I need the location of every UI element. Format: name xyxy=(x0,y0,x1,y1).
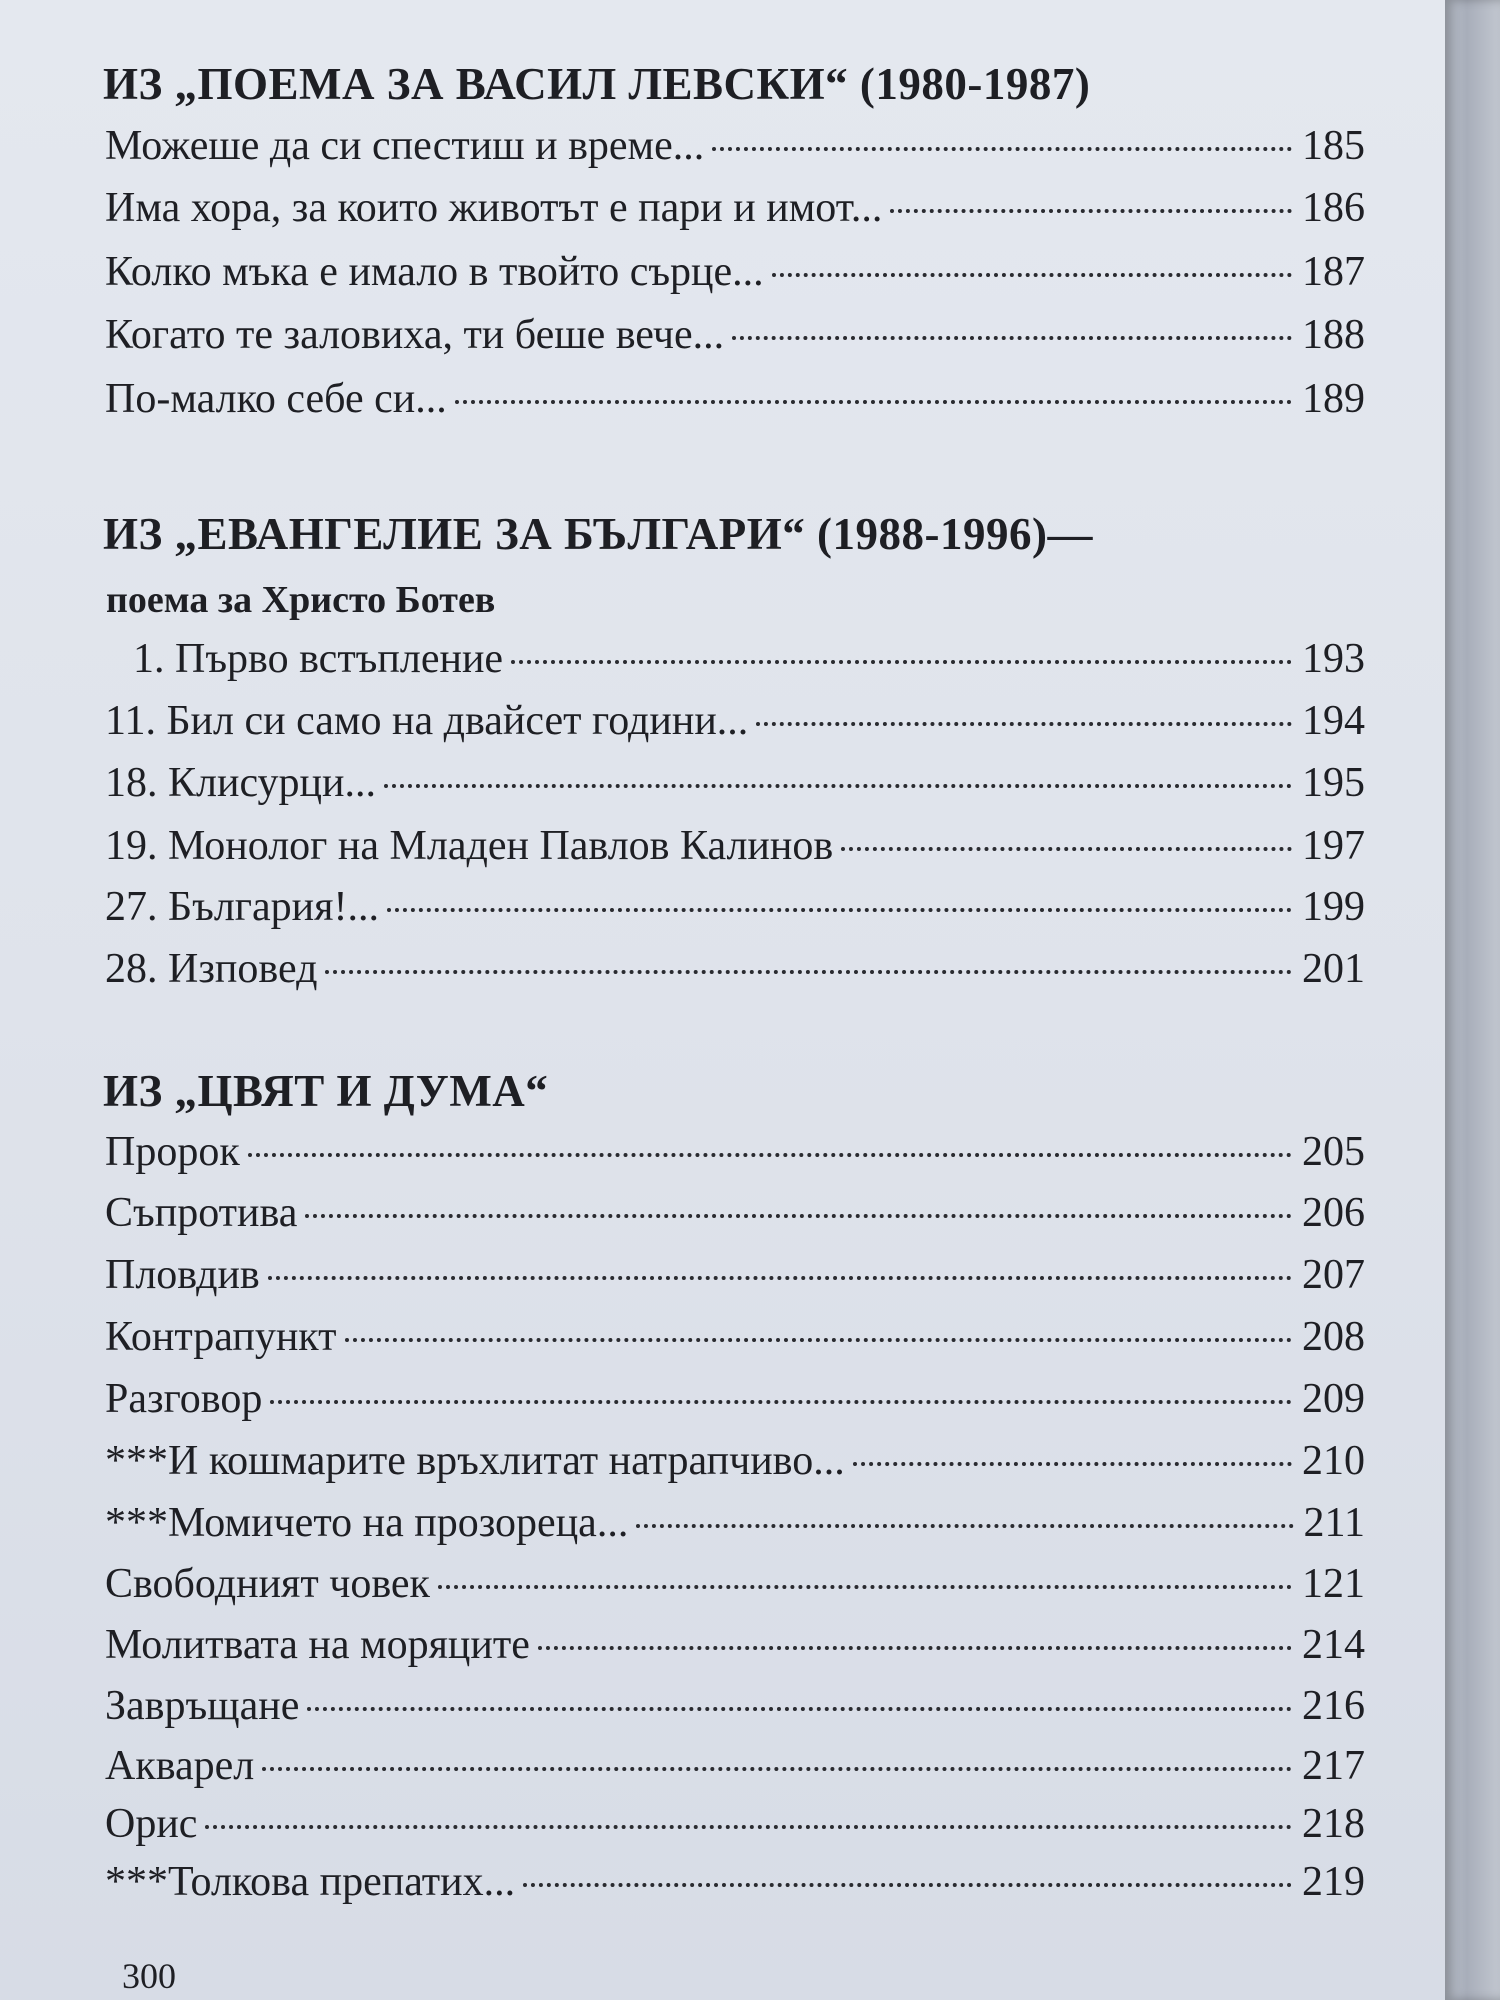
toc-entry xyxy=(105,248,1365,300)
dot-leader xyxy=(345,1338,1292,1342)
entry-title: Когато те заловиха, ти беше вече... xyxy=(105,312,725,358)
entry-page: 187 xyxy=(1302,249,1365,295)
toc-entry xyxy=(105,1437,1365,1489)
dot-leader xyxy=(325,970,1292,974)
entry-title: 18. Клисурци... xyxy=(105,760,376,806)
entry-title: 27. България!... xyxy=(105,884,379,930)
toc-entry xyxy=(105,122,1365,174)
toc-entry xyxy=(105,1499,1365,1551)
toc-entry xyxy=(105,1313,1365,1365)
page-number: 300 xyxy=(122,1956,176,1996)
entry-page: 188 xyxy=(1302,312,1365,358)
dot-leader xyxy=(712,147,1292,151)
entry-title: ***Толкова препатих... xyxy=(105,1859,516,1905)
entry-page: 207 xyxy=(1302,1252,1365,1298)
entry-page: 197 xyxy=(1302,823,1365,869)
toc-entry xyxy=(105,311,1365,363)
entry-title: Съпротива xyxy=(105,1190,298,1236)
entry-page: 205 xyxy=(1302,1129,1365,1175)
entry-title: 19. Монолог на Младен Павлов Калинов xyxy=(105,823,834,869)
entry-page: 121 xyxy=(1302,1561,1365,1607)
entry-page: 214 xyxy=(1302,1622,1365,1668)
entry-title: 28. Изповед xyxy=(105,946,318,992)
entry-title: Контрапункт xyxy=(105,1314,337,1360)
toc-entry xyxy=(105,1800,1365,1852)
dot-leader xyxy=(853,1462,1292,1466)
entry-title: 11. Бил си само на двайсет години... xyxy=(105,698,749,744)
dot-leader xyxy=(455,400,1292,404)
entry-page: 210 xyxy=(1302,1438,1365,1484)
entry-page: 185 xyxy=(1302,123,1365,169)
toc-entry xyxy=(105,184,1365,236)
entry-title: 1. Първо встъпление xyxy=(133,636,504,682)
toc-entry xyxy=(105,1251,1365,1303)
toc-entry xyxy=(105,1682,1365,1734)
entry-title: Свободният човек xyxy=(105,1561,430,1607)
dot-leader xyxy=(756,722,1292,726)
dot-leader xyxy=(270,1400,1292,1404)
toc-entry xyxy=(105,375,1365,427)
toc-entry xyxy=(105,1742,1365,1794)
toc-entry xyxy=(105,1560,1365,1612)
toc-entry xyxy=(105,822,1365,874)
section-subheading: поема за Христо Ботев xyxy=(106,579,496,621)
book-spine xyxy=(1445,0,1500,2000)
section-heading: ИЗ „ПОЕМА ЗА ВАСИЛ ЛЕВСКИ“ (1980-1987) xyxy=(103,59,1091,109)
dot-leader xyxy=(262,1767,1292,1771)
entry-title: По-малко себе си... xyxy=(105,376,447,422)
entry-page: 217 xyxy=(1302,1743,1365,1789)
section-heading: ИЗ „ЕВАНГЕЛИЕ ЗА БЪЛГАРИ“ (1988-1996)— xyxy=(103,509,1093,559)
dot-leader xyxy=(538,1646,1292,1650)
entry-page: 206 xyxy=(1302,1190,1365,1236)
dot-leader xyxy=(438,1585,1292,1589)
entry-page: 201 xyxy=(1302,946,1365,992)
entry-title: Пророк xyxy=(105,1129,240,1175)
toc-entry xyxy=(105,1128,1365,1180)
dot-leader xyxy=(772,273,1292,277)
dot-leader xyxy=(890,209,1292,213)
entry-title: ***И кошмарите връхлитат натрапчиво... xyxy=(105,1438,845,1484)
entry-title: Акварел xyxy=(105,1743,255,1789)
entry-page: 195 xyxy=(1302,760,1365,806)
entry-page: 218 xyxy=(1302,1801,1365,1847)
entry-page: 208 xyxy=(1302,1314,1365,1360)
entry-page: 193 xyxy=(1302,636,1365,682)
dot-leader xyxy=(387,908,1292,912)
dot-leader xyxy=(205,1825,1292,1829)
toc-entry xyxy=(105,759,1365,811)
entry-title: Завръщане xyxy=(105,1683,300,1729)
entry-page: 216 xyxy=(1302,1683,1365,1729)
toc-entry xyxy=(105,1375,1365,1427)
toc-entry xyxy=(105,945,1365,997)
entry-title: ***Момичето на прозореца... xyxy=(105,1500,629,1546)
dot-leader xyxy=(384,784,1292,788)
dot-leader xyxy=(305,1214,1292,1218)
dot-leader xyxy=(307,1707,1292,1711)
entry-page: 186 xyxy=(1302,185,1365,231)
entry-title: Разговор xyxy=(105,1376,263,1422)
toc-entry xyxy=(105,883,1365,935)
entry-page: 209 xyxy=(1302,1376,1365,1422)
dot-leader xyxy=(268,1276,1292,1280)
entry-title: Можеше да си спестиш и време... xyxy=(105,123,705,169)
dot-leader xyxy=(248,1153,1292,1157)
entry-title: Молитвата на моряците xyxy=(105,1622,530,1668)
entry-page: 211 xyxy=(1303,1500,1365,1546)
toc-entry xyxy=(105,697,1365,749)
dot-leader xyxy=(511,660,1292,664)
dot-leader xyxy=(841,847,1292,851)
entry-title: Има хора, за които животът е пари и имот... xyxy=(105,185,883,231)
toc-entry xyxy=(105,635,1365,687)
dot-leader xyxy=(523,1883,1292,1887)
entry-title: Орис xyxy=(105,1801,198,1847)
dot-leader xyxy=(636,1524,1293,1528)
section-heading: ИЗ „ЦВЯТ И ДУМА“ xyxy=(103,1066,549,1116)
entry-page: 219 xyxy=(1302,1859,1365,1905)
entry-page: 199 xyxy=(1302,884,1365,930)
entry-page: 189 xyxy=(1302,376,1365,422)
toc-entry xyxy=(105,1189,1365,1241)
toc-entry xyxy=(105,1621,1365,1673)
entry-title: Пловдив xyxy=(105,1252,260,1298)
entry-title: Колко мъка е имало в твойто сърце... xyxy=(105,249,764,295)
dot-leader xyxy=(732,336,1292,340)
entry-page: 194 xyxy=(1302,698,1365,744)
toc-entry xyxy=(105,1858,1365,1910)
